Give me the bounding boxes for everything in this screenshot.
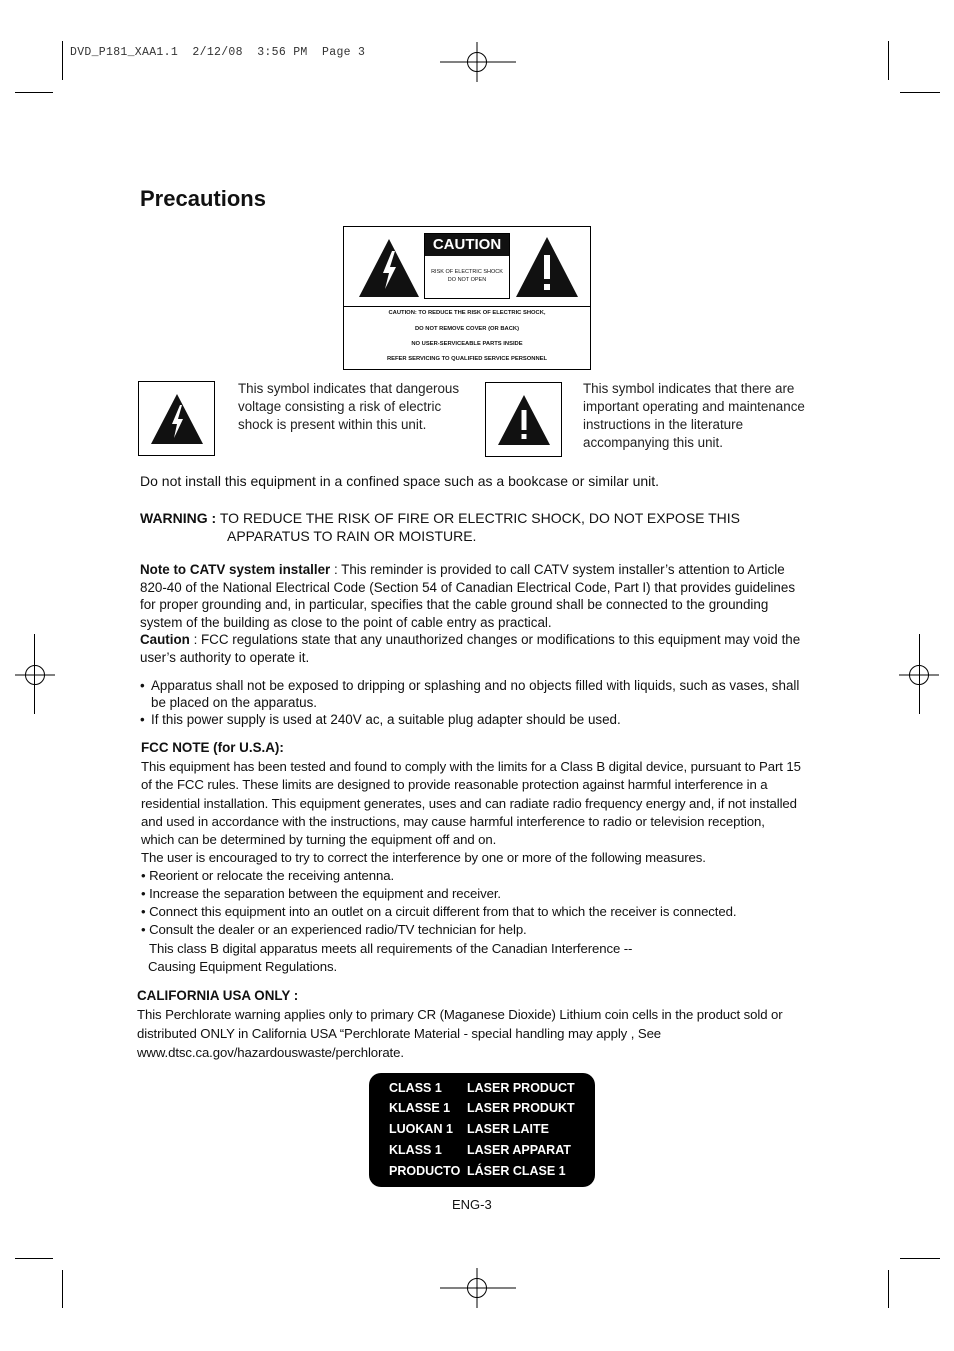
- caution-text: : FCC regulations state that any unauthorized changes or modifications to this equipment may void the user’s authority to operate it.: [140, 632, 801, 665]
- install-note: Do not install this equipment in a confined space such as a bookcase or similar unit.: [140, 473, 660, 489]
- warning-label: WARNING :: [140, 510, 217, 526]
- caution-subtitle-2: DO NOT OPEN: [447, 277, 487, 283]
- instructions-symbol-box: [485, 382, 562, 457]
- laser-class-label: CLASS 1 LASER PRODUCT KLASSE 1 LASER PRODUKT LUOKAN 1 LASER LAITE KLASS 1 LASER APPARAT PRODUCTO LÁSER CLASE 1: [369, 1073, 595, 1187]
- fcc-measure: • Increase the separation between the equipment and receiver.: [141, 886, 501, 901]
- catv-note: [140, 561, 805, 666]
- instructions-symbol-text: This symbol indicates that there are important operating and maintenance instructions in the literature accompanying this unit.: [583, 381, 805, 450]
- bullet-item: If this power supply is used at 240V ac, a suitable plug adapter should be used.: [151, 712, 621, 727]
- caution-title-box: [424, 233, 510, 299]
- caution-line: NO USER-SERVICEABLE PARTS INSIDE: [411, 341, 523, 347]
- registration-mark-right: [899, 664, 939, 686]
- registration-mark-top: [440, 42, 516, 82]
- page-number: ENG-3: [452, 1197, 492, 1212]
- lightning-warning-icon: [357, 237, 421, 299]
- fcc-measure: • Consult the dealer or an experienced radio/TV technician for help.: [141, 922, 527, 937]
- voltage-symbol-box: [138, 381, 215, 456]
- caution-line: CAUTION: TO REDUCE THE RISK OF ELECTRIC SHOCK,: [388, 310, 546, 316]
- california-heading: CALIFORNIA USA ONLY :: [137, 988, 299, 1003]
- fcc-canada-2: Causing Equipment Regulations.: [148, 959, 338, 974]
- warning-line-1: TO REDUCE THE RISK OF FIRE OR ELECTRIC SHOCK, DO NOT EXPOSE THIS: [219, 510, 741, 526]
- caution-subtitle-1: RISK OF ELECTRIC SHOCK: [431, 269, 503, 275]
- divider: [344, 306, 590, 307]
- warning-block: [140, 509, 820, 527]
- catv-label: Note to CATV system installer: [140, 562, 331, 577]
- page-title: Precautions: [140, 186, 266, 211]
- catv-text: : This reminder is provided to call CATV system installer’s attention to Article 820-40 of the National Electrical Code (Section 54 of Canadian Electrical Code, Part I) that provides guidelines for proper grounding and, in particular, specifies that the cable ground shall be connected to the grounding system of the building as close to the point of cable entry as practical.: [140, 562, 796, 630]
- voltage-symbol-text: This symbol indicates that dangerous voltage consisting a risk of electric shock is present within this unit.: [238, 381, 460, 432]
- caution-label: [343, 226, 591, 370]
- caution-line: DO NOT REMOVE COVER (OR BACK): [414, 326, 520, 332]
- registration-mark-left: [15, 664, 55, 686]
- warning-line-2: APPARATUS TO RAIN OR MOISTURE.: [227, 528, 477, 544]
- fcc-measure: • Connect this equipment into an outlet on a circuit different from that to which the receiver is connected.: [141, 904, 737, 919]
- print-header: DVD_P181_XAA1.1 2/12/08 3:56 PM Page 3: [70, 46, 366, 59]
- registration-mark-bottom: [440, 1268, 516, 1308]
- exclamation-warning-icon: [497, 394, 551, 446]
- fcc-heading: FCC NOTE (for U.S.A):: [141, 740, 284, 755]
- caution-title: CAUTION: [425, 234, 509, 256]
- fcc-body: This equipment has been tested and found to comply with the limits for a Class B digital device, pursuant to Part 15 of the FCC rules. These limits are designed to provide reasonable protection against harmful interference in a residential installation. This equipment generates, uses and can radiate radio frequency energy and, if not installed and used in accordance with the instructions, may cause harmful interference to radio or television reception, which can be determined by turning the equipment off and on.: [141, 759, 801, 848]
- california-body: This Perchlorate warning applies only to primary CR (Maganese Dioxide) Lithium coin cells in the product sold or distributed ONLY in California USA “Perchlorate Material - special handling may apply , See www.dtsc.ca.gov/hazardouswaste/perchlorate.: [137, 1007, 783, 1060]
- lightning-warning-icon: [150, 393, 204, 445]
- fcc-measure: • Reorient or relocate the receiving antenna.: [141, 868, 395, 883]
- fcc-encourage: The user is encouraged to try to correct the interference by one or more of the following measures.: [141, 850, 706, 865]
- exclamation-warning-icon: [514, 235, 580, 299]
- bullet-item: Apparatus shall not be exposed to dripping or splashing and no objects filled with liquids, such as vases, shall be placed on the apparatus.: [151, 678, 800, 710]
- caution-line: REFER SERVICING TO QUALIFIED SERVICE PERSONNEL: [386, 356, 548, 362]
- fcc-canada-1: This class B digital apparatus meets all requirements of the Canadian Interference --: [149, 941, 633, 956]
- caution-label-text: Caution: [140, 632, 190, 647]
